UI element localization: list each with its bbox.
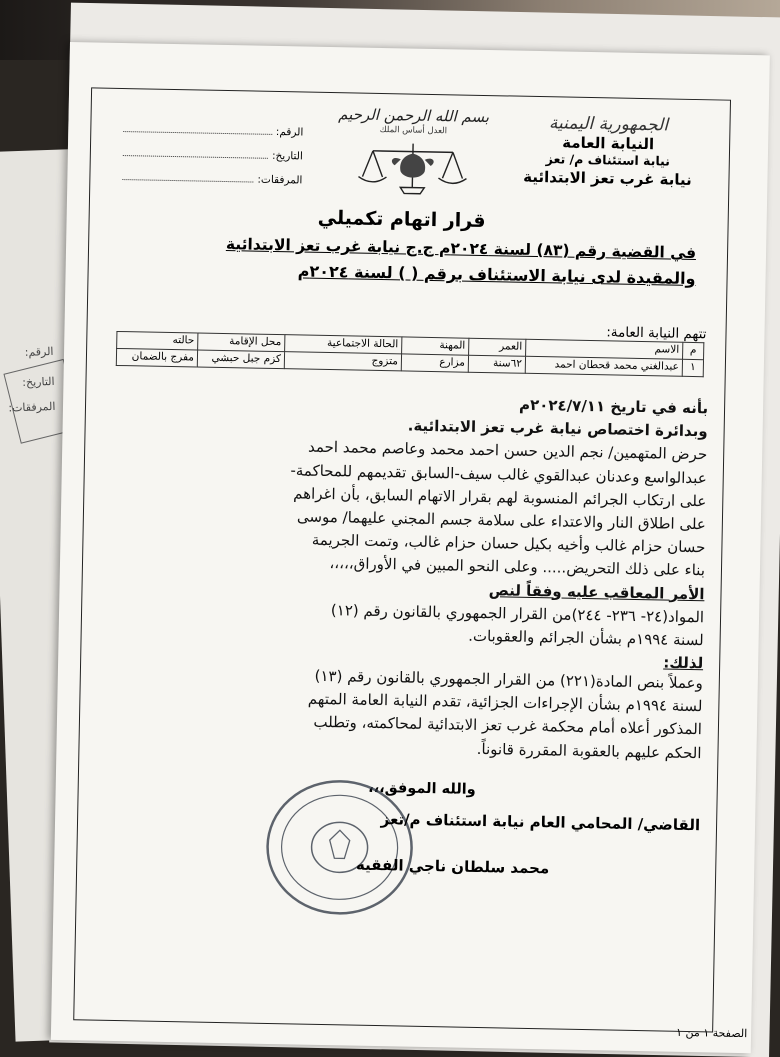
number-label: الرقم: bbox=[275, 125, 304, 139]
charge-line: على ارتكاب الجرائم المنسوبة لهم بقرار الاتهام السابق، بأن اغراهم bbox=[293, 484, 707, 511]
cell-profession: مزارع bbox=[401, 354, 468, 372]
header-no: م bbox=[683, 342, 704, 359]
legal-law-line: لسنة ١٩٩٤م بشأن الجرائم والعقوبات. bbox=[468, 626, 704, 650]
penalty-heading: الأمر المعاقب عليه وفقاً لنص bbox=[488, 580, 705, 603]
charge-line: بناء على ذلك التحريض..... وعلى النحو المبين في الأوراق،،،،، bbox=[329, 554, 706, 580]
motto: العدل أساس الملك bbox=[379, 124, 448, 137]
basmala: بسم الله الرحمن الرحيم bbox=[338, 105, 490, 127]
number-dots bbox=[123, 131, 272, 135]
closing-phrase: والله الموفق،،، bbox=[368, 779, 476, 798]
charge-jurisdiction: وبدائرة اختصاص نيابة غرب تعز الابتدائية. bbox=[407, 416, 708, 441]
header-marital: الحالة الاجتماعية bbox=[285, 335, 402, 354]
date-field bbox=[123, 135, 303, 162]
attachments-field bbox=[122, 159, 302, 186]
legal-articles-line: المواد(٢٤- ٢٣٦- ٢٤٤)من القرار الجمهوري بالقانون رقم (١٢) bbox=[330, 600, 705, 627]
referral-paragraph bbox=[91, 661, 703, 766]
referral-line: المذكور أعلاه أمام محكمة غرب تعز الابتدائية لمحاكمته، وتطلب bbox=[313, 713, 703, 739]
header-status: حالته bbox=[117, 331, 198, 350]
charge-line: حسان حزام غالب وأخيه بكيل حسان حزام غالب، وتمت الجريمة bbox=[311, 530, 706, 557]
cell-no: ١ bbox=[682, 359, 703, 376]
side-number-label: الرقم: bbox=[24, 344, 54, 359]
scales-eagle-icon bbox=[342, 136, 483, 201]
date-dots bbox=[123, 155, 268, 159]
document-page bbox=[51, 42, 770, 1053]
date-label: التاريخ: bbox=[271, 149, 303, 163]
charge-paragraph bbox=[93, 386, 708, 676]
accusation-intro: تتهم النيابة العامة: bbox=[606, 324, 707, 343]
referral-line: لسنة ١٩٩٤م بشأن الإجراءات الجزائية، تقدم النيابة العامة المتهم bbox=[307, 689, 703, 716]
cell-name: عبدالغني محمد قحطان احمد bbox=[525, 356, 682, 376]
public-prosecution: النيابة العامة bbox=[562, 133, 655, 154]
charge-line: عبدالواسع وعدنان عبدالقوي غالب سيف-السابق تقديمهم للمحاكمة- bbox=[290, 460, 707, 487]
header-age: العمر bbox=[469, 338, 526, 356]
cell-marital: متزوج bbox=[284, 352, 401, 371]
number-field bbox=[123, 111, 303, 138]
signatory-title: القاضي/ المحامي العام نيابة استئناف م/تعز bbox=[380, 810, 701, 835]
charge-line: على اطلاق النار والاعتداء على سلامة جسم المجني عليهما/ موسى bbox=[296, 507, 707, 534]
cell-status: مفرج بالضمان bbox=[116, 348, 197, 367]
cell-age: ٦٢سنة bbox=[468, 355, 525, 373]
therefore-heading: لذلك: bbox=[663, 653, 704, 673]
header-residence: محل الإقامة bbox=[198, 333, 285, 352]
issuer-block bbox=[507, 112, 708, 189]
appeal-prosecution: نيابة استئناف م/ تعز bbox=[545, 151, 671, 169]
page-number: الصفحة ١ من ١ bbox=[675, 1025, 748, 1041]
header-name: الاسم bbox=[526, 339, 683, 359]
side-attachments-label: المرفقات: bbox=[8, 399, 56, 415]
referral-line: الحكم عليهم بالعقوبة المقررة قانوناً. bbox=[476, 739, 702, 762]
west-prosecution: نيابة غرب تعز الابتدائية bbox=[523, 167, 692, 189]
charge-line: حرض المتهمين/ نجم الدين حسن احمد محمد وعاصم محمد احمد bbox=[307, 438, 708, 464]
republic-name: الجمهورية اليمنية bbox=[548, 113, 669, 136]
charge-date: بأنه في تاريخ ٢٠٢٤/٧/١١م bbox=[518, 395, 709, 418]
cell-residence: كزم جبل حبشي bbox=[197, 350, 284, 369]
attachments-dots bbox=[122, 179, 253, 183]
referral-line: وعملاً بنص المادة(٢٢١) من القرار الجمهوري بالقانون رقم (١٣) bbox=[314, 666, 703, 693]
attachments-label: المرفقات: bbox=[257, 173, 303, 187]
document-title: قرار اتهام تكميلي bbox=[317, 206, 486, 233]
official-stamp bbox=[258, 771, 421, 924]
signatory-name: محمد سلطان ناجي الفقيه bbox=[355, 855, 550, 878]
case-number-line: في القضية رقم (٨٣) لسنة ٢٠٢٤م ج.ج نيابة غرب تعز الابتدائية bbox=[225, 235, 697, 263]
side-date-label: التاريخ: bbox=[22, 374, 55, 390]
header-profession: المهنة bbox=[402, 337, 469, 355]
reference-fields bbox=[122, 111, 303, 186]
appeal-registration-line: والمقيدة لدى نيابة الاستئناف برقم ( ) لسنة ٢٠٢٤م bbox=[297, 261, 696, 289]
emblem-block bbox=[317, 105, 509, 202]
